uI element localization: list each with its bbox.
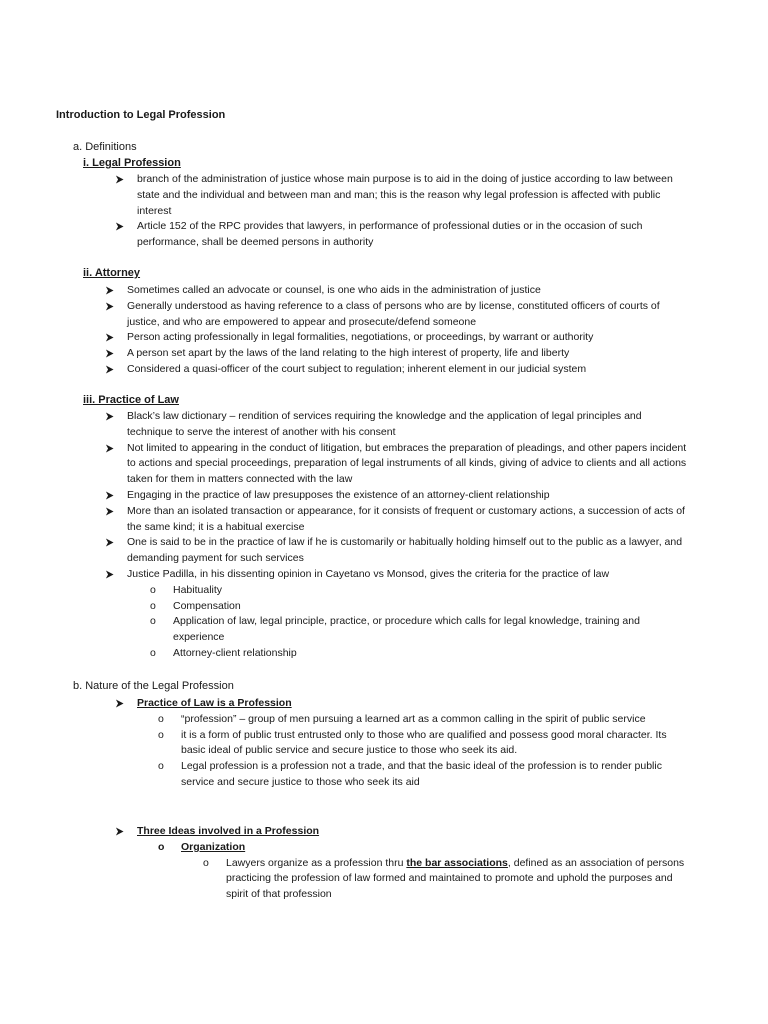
sub-bullet: o xyxy=(150,646,156,659)
arrow-bullet-icon xyxy=(105,491,114,500)
attorney-list xyxy=(127,283,687,378)
list-item: branch of the administration of justice whose main purpose is to aid in the doing of justice according to law between state and the individual and between man and man; this is the reason why legal profession is affected with public interest xyxy=(137,172,685,219)
arrow-bullet-icon xyxy=(105,349,114,358)
arrow-bullet-icon xyxy=(105,570,114,579)
bar-associations-emphasis: the bar associations xyxy=(406,856,508,869)
sub-bullet: o xyxy=(158,840,165,853)
practice-of-law-heading: iii. Practice of Law xyxy=(83,394,179,406)
list-item: Black’s law dictionary – rendition of services requiring the knowledge and the application of legal principles and technique to serve the interest of another with his consent xyxy=(127,409,687,441)
practice-is-profession-list xyxy=(158,712,677,791)
sub-bullet: o xyxy=(158,760,164,773)
three-ideas-block xyxy=(137,824,697,903)
arrow-bullet-icon xyxy=(105,286,114,295)
list-item: o it is a form of public trust entrusted only to those who are qualified and possess good moral character. Its basic ideal of public service and secure justice to those who seek its aid. xyxy=(158,728,667,757)
list-item: o Legal profession is a profession not a trade, and that the basic ideal of the profession is to render public service and secure justice to those who seek its aid xyxy=(158,760,662,788)
list-item: One is said to be in the practice of law if he is customarily or habitually holding himself out to the public as a lawyer, and demanding payment for such services xyxy=(127,535,687,567)
organization-text: o Lawyers organize as a profession thru the bar associations, defined as an association of persons practicing the profession of law formed and maintained to promote and uphold the purposes and spirit of that profession xyxy=(203,856,685,901)
arrow-bullet-icon xyxy=(115,175,124,184)
list-item: Engaging in the practice of law presupposes the existence of an attorney-client relationship xyxy=(127,488,687,504)
arrow-bullet-icon xyxy=(115,699,124,708)
section-b-heading: b. Nature of the Legal Profession xyxy=(73,680,234,692)
arrow-bullet-icon xyxy=(105,507,114,516)
list-item: Sometimes called an advocate or counsel, is one who aids in the administration of justice xyxy=(127,283,687,299)
organization-heading: Organization xyxy=(181,840,246,853)
practice-is-profession-block xyxy=(137,696,677,791)
sub-bullet: o xyxy=(150,599,156,612)
sub-bullet: o xyxy=(150,615,156,628)
arrow-bullet-icon xyxy=(105,444,114,453)
list-item: o “profession” – group of men pursuing a learned art as a common calling in the spirit of public service xyxy=(181,712,677,728)
list-item: Generally understood as having reference to a class of persons who are by license, constituted officers of courts of justice, and who are empowered to appear and prosecute/defend someone xyxy=(127,299,687,331)
list-item: o Compensation xyxy=(173,599,677,615)
legal-profession-list xyxy=(137,172,685,251)
section-a-heading: a. Definitions xyxy=(73,141,137,153)
list-item: o Attorney-client relationship xyxy=(173,646,677,662)
arrow-bullet-icon xyxy=(105,412,114,421)
arrow-bullet-icon xyxy=(105,365,114,374)
list-item: o Habituality xyxy=(173,583,677,599)
sub-bullet: o xyxy=(158,728,164,741)
sub-bullet: o xyxy=(150,583,156,596)
list-item: Considered a quasi-officer of the court subject to regulation; inherent element in our judicial system xyxy=(127,362,687,378)
attorney-heading: ii. Attorney xyxy=(83,267,141,279)
arrow-bullet-icon xyxy=(115,827,124,836)
document-title: Introduction to Legal Profession xyxy=(56,109,226,121)
three-ideas-heading: Three Ideas involved in a Profession xyxy=(137,825,320,837)
arrow-bullet-icon xyxy=(105,302,114,311)
list-item: Not limited to appearing in the conduct of litigation, but embraces the preparation of pleadings, and other papers incident to actions and special proceedings, preparation of legal instruments of all kinds, giving of advice to clients and all actions taken for them in matters connected with the law xyxy=(127,441,687,488)
practice-is-profession-heading: Practice of Law is a Profession xyxy=(137,697,292,709)
legal-profession-heading: i. Legal Profession xyxy=(83,157,181,169)
list-item: Person acting professionally in legal formalities, negotiations, or proceedings, by warrant or authority xyxy=(127,330,687,346)
list-item: Justice Padilla, in his dissenting opinion in Cayetano vs Monsod, gives the criteria for the practice of law o Habituality o Compensation o Application of law, legal principle, practice, or procedure which calls for legal knowledge, training and experience o Attorney-client relationship xyxy=(127,567,687,662)
list-item: o Application of law, legal principle, practice, or procedure which calls for legal knowledge, training and experience xyxy=(150,615,640,644)
list-item: A person set apart by the laws of the land relating to the high interest of property, life and liberty xyxy=(127,346,687,362)
arrow-bullet-icon xyxy=(105,538,114,547)
arrow-bullet-icon xyxy=(105,333,114,342)
arrow-bullet-icon xyxy=(115,222,124,231)
sub-bullet: o xyxy=(158,712,164,725)
list-item: Article 152 of the RPC provides that lawyers, in performance of professional duties or in the occasion of such performance, shall be deemed persons in authority xyxy=(137,219,685,251)
list-item: More than an isolated transaction or appearance, for it consists of frequent or customary actions, a succession of acts of the same kind; it is a habitual exercise xyxy=(127,504,687,536)
sub-bullet: o xyxy=(203,856,209,869)
practice-of-law-list xyxy=(127,409,687,662)
criteria-list xyxy=(150,583,677,662)
